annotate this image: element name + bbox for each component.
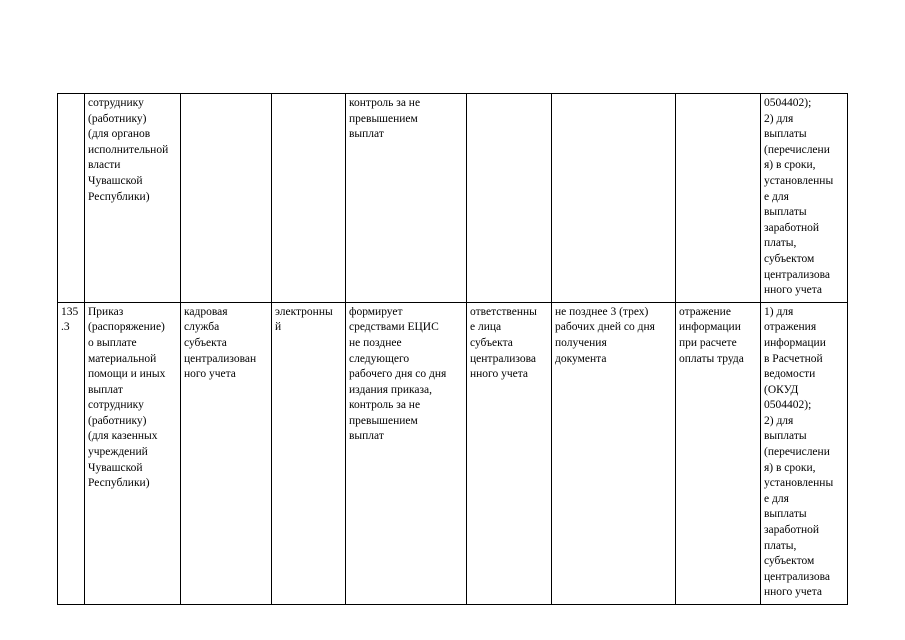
action-cell (676, 94, 761, 303)
responsible-cell: ответственны е лица субъекта централизова нного учета (467, 302, 552, 604)
format-cell: электронны й (272, 302, 346, 604)
format-cell (272, 94, 346, 303)
deadline-cell: не позднее 3 (трех) рабочих дней со дня получения документа (552, 302, 676, 604)
document-table (57, 93, 848, 605)
table-row (58, 94, 848, 303)
responsible-cell (467, 94, 552, 303)
procedure-cell: формирует средствами ЕЦИС не позднее следующего рабочего дня со дня издания приказа, контроль за не превышением выплат (346, 302, 467, 604)
creator-cell: кадровая служба субъекта централизован ного учета (181, 302, 272, 604)
action-cell: отражение информации при расчете оплаты труда (676, 302, 761, 604)
deadline-cell (552, 94, 676, 303)
document-name-cell: Приказ (распоряжение) о выплате материальной помощи и иных выплат сотруднику (работнику) (для казенных учреждений Чувашской Республики) (85, 302, 181, 604)
usage-cell: 0504402); 2) для выплаты (перечислени я) в сроки, установленны е для выплаты заработной платы, субъектом централизова нного учета (761, 94, 848, 303)
table-row (58, 302, 848, 604)
row-number-cell: 135 .3 (58, 302, 85, 604)
row-number-cell (58, 94, 85, 303)
document-name-cell: сотруднику (работнику) (для органов исполнительной власти Чувашской Республики) (85, 94, 181, 303)
usage-cell: 1) для отражения информации в Расчетной ведомости (ОКУД 0504402); 2) для выплаты (перечислени я) в сроки, установленны е для выплаты заработной платы, субъектом централизова нного учета (761, 302, 848, 604)
procedure-cell: контроль за не превышением выплат (346, 94, 467, 303)
creator-cell (181, 94, 272, 303)
